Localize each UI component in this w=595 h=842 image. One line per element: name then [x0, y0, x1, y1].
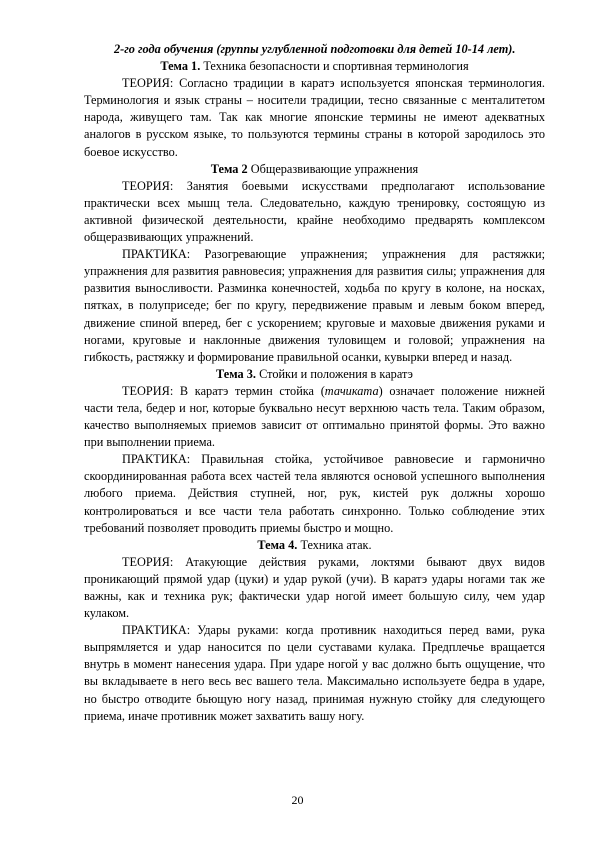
- paragraph-practice-2: ПРАКТИКА: Разогревающие упражнения; упражнения для растяжки; упражнения для развития равновесия; упражнения для развития силы; упражнения для развития выносливости. Разминка конечностей, ходьба по кругу в колоне, на носках, пятках, в полуприседе; бег по кругу, передвижение правым и левым боком вперед, движение спиной вперед, бег с ускорением; круговые и маховые движения руками и ногами, круговые и наклонные движения туловищем и головой; упражнения на гибкость, растяжку и формирование правильной осанки, кувырки вперед и назад.: [84, 247, 545, 364]
- page-content: [84, 41, 545, 725]
- topic-1-text: Техника безопасности и спортивная терминология: [203, 59, 469, 74]
- topic-1-title: [84, 58, 545, 75]
- term-tachikata: тачиката: [324, 383, 379, 398]
- topic-3-text: Стойки и положения в каратэ: [259, 366, 413, 381]
- page-number: 20: [291, 793, 304, 807]
- paragraph-theory-3: [84, 383, 545, 451]
- paragraph-practice-3: ПРАКТИКА: Правильная стойка, устойчивое равновесие и гармонично скоординированная работа всех частей тела являются основой успешного выполнения любого приема. Действия ступней, ног, рук, кистей рук должны хорошо контролироваться и все части тела работать синхронно. Только соблюдение этих требований позволяет проводить приемы быстро и мощно.: [84, 452, 545, 535]
- theory-3-end: ) означает положение нижней части тела, бедер и ног, которые буквально несут верхнюю часть тела. Таким образом, качество выполняемых приемов зависит от оптимально принятой формы. Это важно при выполнении приема.: [84, 383, 545, 450]
- topic-2-title: [84, 161, 545, 178]
- paragraph-theory-2: ТЕОРИЯ: Занятия боевыми искусствами предполагают использование практически всех мышц тела. Следовательно, каждую тренировку, состоящую из активной физической деятельности, крайне необходимо предварять комплексом общеразвивающих упражнений.: [84, 178, 545, 245]
- topic-4-title: [84, 537, 545, 554]
- paragraph-theory-1: ТЕОРИЯ: Согласно традиции в каратэ используется японская терминология. Терминология и язык страны – носители традиции, тесно связанные с менталитетом народа, живущего там. Так как многие японские термины не имеют адекватных аналогов в русском языке, то пользуются термины страны в которой зародилось это боевое искусство.: [84, 76, 545, 159]
- theory-3-start: ТЕОРИЯ: В каратэ термин стойка (: [122, 383, 325, 398]
- topic-4-text: Техника атак.: [300, 537, 372, 552]
- section-heading: 2-го года обучения (группы углубленной подготовки для детей 10-14 лет).: [114, 42, 516, 56]
- paragraph-practice-4: ПРАКТИКА: Удары руками: когда противник находиться перед вами, рука выпрямляется и удар наносится по цели суставами кулака. Предплечье вращается внутрь в момент нанесения удара. При ударе ногой у вас должно быть ощущение, что вы вкладываете в него весь вес вашего тела. Максимально используете бедра в ударе, но быстро отводите бьющую ногу назад, принимая нужную стойку для следующего приема, иначе противник может захватить вашу ногу.: [84, 623, 545, 723]
- topic-2-number: Тема 2: [210, 161, 248, 176]
- topic-3-title: [84, 366, 545, 383]
- topic-2-text: Общеразвивающие упражнения: [250, 161, 419, 176]
- topic-1-number: Тема 1.: [160, 59, 201, 74]
- topic-4-number: Тема 4.: [257, 537, 298, 552]
- topic-3-number: Тема 3.: [216, 366, 256, 381]
- paragraph-theory-4: ТЕОРИЯ: Атакующие действия руками, локтями бывают двух видов проникающий прямой удар (цуки) и удар рукой (учи). В каратэ удары ногами так же важны, как и техника рук; фактически удар ногой имеет большую силу, чем удар кулаком.: [84, 554, 545, 621]
